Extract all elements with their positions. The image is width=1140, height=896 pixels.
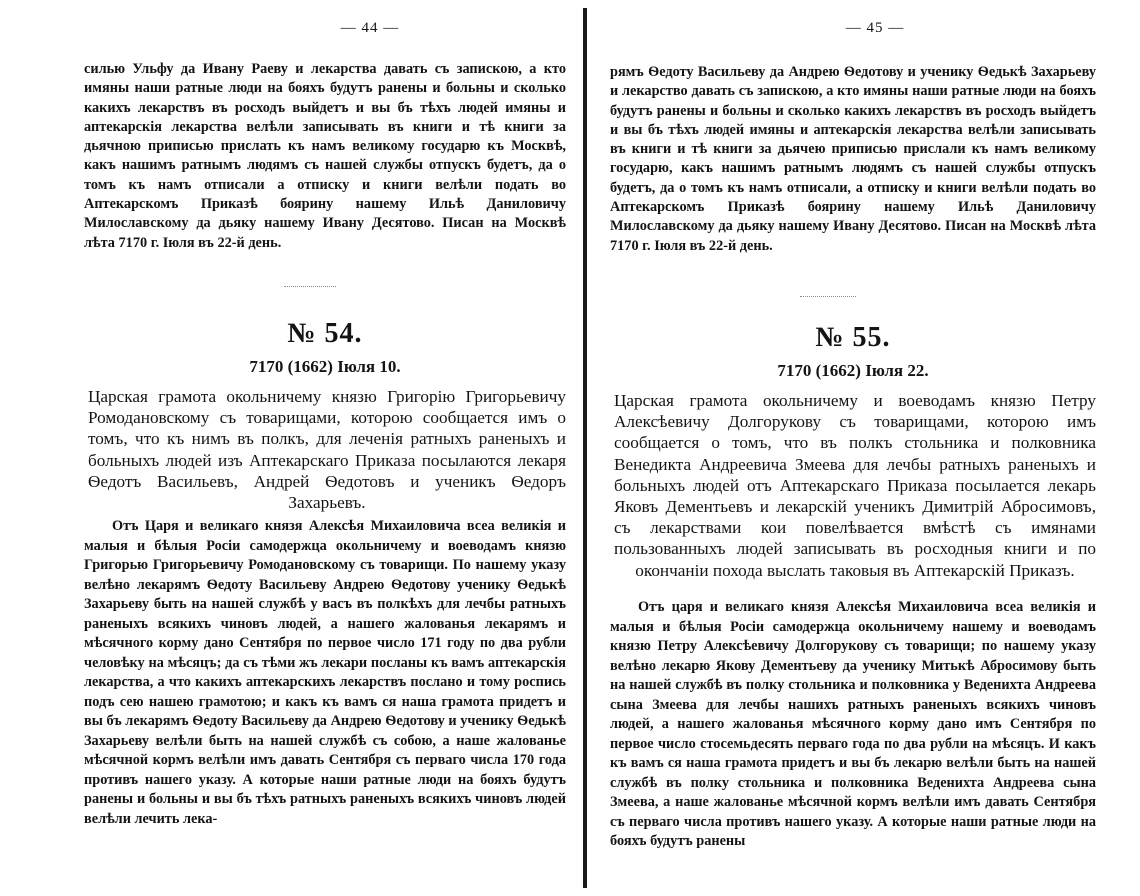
- body-paragraph: Отъ царя и великаго князя Алексѣя Михаиловича всеа великія и малыя и бѣлыя Росіи самодержца окольничему нашему и воеводамъ князю Петру Алексѣевичу Долгорукову съ товарищи; по нашему указу велѣно лекарю Якову Дементьеву да ученику Митькѣ Абросимову быть на нашей службѣ въ полку стольника и полковника у Веденихта Андреева сына Змеева для лечбы нашихъ ратныхъ раненыхъ всякихъ чиновъ людей, а нашего жалованья мѣсячного корму дано имъ Сентября по первое число стосемьдесять перваго года по два рубли на мѣсяцъ. И какъ къ вамъ ся наша грамота придетъ и вы бъ лекарю велѣли быть на нашей службѣ въ полку стольника и полковника Веденихта Андреева сына Змеева, а наше жалованье мѣсячной кормъ велѣли имъ давать Сентября съ перваго числа противъ нашего указу. А которые наши ратные люди на бояхъ будутъ ранены: [610, 599, 1096, 849]
- document-date: 7170 (1662) Іюля 10.: [249, 357, 401, 376]
- body-paragraph: Отъ Царя и великаго князя Алексѣя Михаиловича всеа великія и малыя и бѣлыя Росіи самодержца окольничему и воеводамъ князю Григорью Григорьевичу Ромодановскому съ товарищи. По нашему указу велѣно лекарямъ Ѳедоту Васильеву Андрею Ѳедотову ученику Ѳедькѣ Захарьеву быть на нашей службѣ у васъ въ полкѣхъ для лечбы ратныхъ раненыхъ всякихъ чиновъ людей, а нашего жалованья лекарямъ и мѣсячного корму дано Сентября по первое число 171 году по два рубли человѣку на мѣсяцъ; да съ тѣми жъ лекари посланы къ вамъ аптекарскія лекарства, а что какихъ аптекарскихъ лекарствъ послано и тому роспись подъ сею нашею грамотою; и какъ къ вамъ ся наша грамота придетъ и вы бъ лекарямъ Ѳедоту Васильеву да Андрею Ѳедотову и ученику Ѳедькѣ Захарьеву велѣли быть на нашей службѣ съ собою, а наше жалованье мѣсячной кормъ велѣли имъ давать Сентября съ перваго числа 170 года противъ нашего указу. А которые наши ратные люди на бояхъ будутъ ранены и больны и вы бъ тѣхъ ратныхъ раненыхъ всякихъ чиновъ людей велѣли лечить лека-: [84, 518, 566, 827]
- continuation-paragraph: рямъ Ѳедоту Васильеву да Андрею Ѳедотову и ученику Ѳедькѣ Захарьеву и лекарство давать съ запискою, а кто имяны наши ратные люди на бояхъ будутъ ранены и больны и сколько какихъ лекарствъ въ росходъ выйдетъ и вы бъ тѣхъ людей имяны и аптекарскія лекарства велѣли записывать въ книги и тѣ книги за дьячею приписью прислали къ намъ великому государю, какъ нашимъ ратнымъ людямъ съ нашей службы отпускъ будетъ, да о томъ къ намъ отписали, а отписку и книги велѣли подать во Аптекарскомъ Приказѣ боярину нашему Ильѣ Даниловичу Милославскому да дьяку нашему Ивану Десятово. Писан на Москвѣ лѣта 7170 г. Іюля въ 22-й день.: [610, 64, 1096, 254]
- document-body: [84, 517, 566, 829]
- document-heading: Царская грамота окольничему князю Григорію Григорьевичу Ромодановскому съ товарищами, которою сообщается имъ о томъ, что къ нимъ въ полкъ, для леченія ратныхъ раненыхъ и больныхъ людей изъ Аптекарскаго Приказа посылаются лекаря Ѳедотъ Васильевъ, Андрей Ѳедотовъ и ученикъ Ѳедоръ Захарьевъ.: [88, 387, 566, 513]
- document-number: № 55.: [815, 322, 891, 353]
- left-page: [84, 0, 566, 896]
- section-divider: [284, 286, 336, 287]
- continuation-paragraph: силью Ульфу да Ивану Раеву и лекарства давать съ запискою, а кто имяны наши ратные люди на бояхъ будутъ ранены и больны и сколько какихъ лекарствъ въ росходъ выйдетъ и вы бъ тѣхъ людей имяны и аптекарскія лекарства велѣли записывать въ книги и тѣ книги за дьячною приписью прислать къ намъ великому государю къ Москвѣ, какъ нашимъ ратнымъ людямъ съ нашей службы отпускъ будетъ, да о томъ къ намъ отписали а отписку и книги велѣли подать во Аптекарскомъ Приказѣ боярину нашему Ильѣ Даниловичу Милославскому да дьяку нашему Ивану Десятово. Писан на Москвѣ лѣта 7170 г. Іюля въ 22-й день.: [84, 61, 566, 251]
- continuation-text: [610, 63, 1096, 256]
- page-gutter: [583, 8, 587, 888]
- page-number: — 44 —: [340, 20, 400, 36]
- right-page: [610, 0, 1096, 896]
- page-number: — 45 —: [845, 20, 905, 36]
- document-number: № 54.: [287, 318, 363, 349]
- document-heading: Царская грамота окольничему и воеводамъ князю Петру Алексѣевичу Долгорукову съ товарищами, которою имъ сообщается о томъ, что въ полкъ стольника и полковника Венедикта Андреевича Змеева для лечбы ратныхъ раненыхъ и больныхъ людей отъ Аптекарскаго Приказа посылается лекарь Яковъ Дементьевъ и лекарскій ученикъ Димитрій Абросимовъ, съ лекарствами кои повелѣвается вмѣстѣ съ имянами пользованныхъ людей записывать въ росходныя книги и по окончаніи похода выслать таковыя въ Аптекарскій Приказъ.: [614, 391, 1096, 580]
- document-body: [610, 598, 1096, 852]
- continuation-text: [84, 60, 566, 253]
- document-date: 7170 (1662) Іюля 22.: [777, 361, 929, 380]
- section-divider: [800, 296, 856, 297]
